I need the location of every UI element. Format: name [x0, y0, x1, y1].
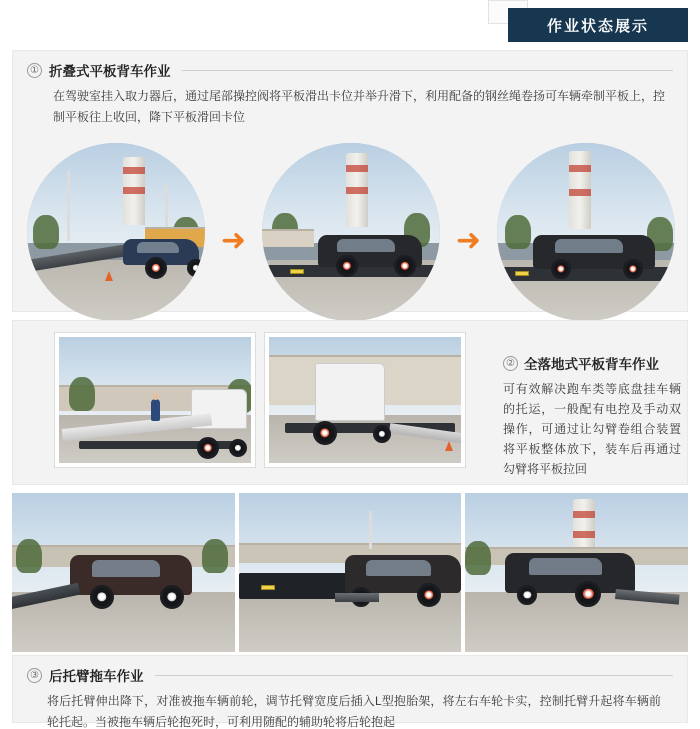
section-1-photo-strip [13, 169, 689, 313]
chimney-tower [123, 157, 145, 225]
car-window [555, 239, 623, 253]
section-3-photo-strip [12, 493, 688, 652]
wheel [187, 259, 205, 277]
tree [505, 215, 531, 249]
tree [16, 539, 42, 573]
car-window [337, 239, 395, 252]
section-3-body: 将后托臂伸出降下，对准被拖车辆前轮，调节托臂宽度后插入L型抱胎架，将左右车轮卡实，控制托臂升起将车辆前轮托起。当被拖车辆后轮抱死时，可利用随配的辅助轮将后轮抱起 [47, 694, 661, 729]
section-2-photo-group [55, 333, 465, 467]
tree [202, 539, 228, 573]
section-full-landing-flatbed [12, 320, 688, 485]
photo-flatbed-car-partially-loaded [262, 143, 440, 321]
car-window [529, 558, 602, 575]
rear-tow-arm [335, 593, 379, 602]
section-1-number: ① [27, 63, 42, 78]
chimney-tower [346, 153, 368, 227]
photo-flatbed-ramp-down-loading-car [27, 143, 205, 321]
photo-full-landing-flatbed-front-view [265, 333, 465, 467]
license-plate [515, 271, 529, 276]
section-rear-arm-towing [12, 655, 688, 729]
section-2-title: 全落地式平板背车作业 [524, 357, 659, 372]
wheel [229, 439, 247, 457]
tow-truck-rear [239, 573, 349, 599]
car-window [366, 560, 431, 576]
wheel [417, 583, 441, 607]
photo-rear-arm-tow-engaged [239, 493, 462, 652]
section-1-body: 在驾驶室挂入取力器后，通过尾部操控阀将平板滑出卡位并举升滑下，利用配备的钢丝绳卷扬可车辆牵制平板上，控制平板往上收回，降下平板滑回卡位 [53, 89, 666, 124]
section-3-photo-group [12, 493, 688, 652]
wheel [160, 585, 184, 609]
car-window [137, 242, 180, 253]
section-2-body: 可有效解决跑车类等底盘挂车辆的托运，一般配有电控及手动双操作，可通过让勾臂卷组合装置将平板整体放下，装车后再通过勾臂将平板拉回 [503, 382, 681, 476]
photo-rear-arm-tow-lifted [465, 493, 688, 652]
wheel [197, 437, 219, 459]
truck-cab-front [315, 363, 385, 421]
traffic-cone [445, 441, 453, 451]
page-header [0, 0, 700, 46]
photo-rear-arm-tow-lowered [12, 493, 235, 652]
wheel [394, 255, 416, 277]
license-plate [290, 269, 304, 274]
tree [465, 541, 491, 575]
section-2-heading [503, 353, 681, 373]
wheel [90, 585, 114, 609]
section-3-heading [13, 656, 687, 685]
section-3-divider [155, 675, 674, 676]
section-3-title: 后托臂拖车作业 [49, 669, 144, 684]
wheel [313, 421, 337, 445]
light-pole [67, 171, 70, 241]
section-2-text-block [503, 353, 681, 479]
wheel [336, 255, 358, 277]
wheel [373, 425, 391, 443]
tree [69, 377, 95, 411]
section-1-divider [182, 70, 674, 71]
operator-person [151, 399, 160, 421]
wheel [551, 259, 571, 279]
photo-full-landing-flatbed-side-view [55, 333, 255, 467]
tree [33, 215, 59, 249]
wheel [145, 257, 167, 279]
background-building [262, 229, 314, 247]
section-1-title: 折叠式平板背车作业 [49, 64, 171, 79]
wheel [623, 259, 643, 279]
arrow-right-icon-2: ➜ [455, 223, 482, 258]
traffic-cone [105, 271, 113, 281]
car-window [92, 560, 160, 577]
page-title: 作业状态展示 [508, 8, 688, 42]
arrow-right-icon-1: ➜ [220, 223, 247, 258]
license-plate [261, 585, 275, 590]
section-folding-flatbed [12, 50, 688, 312]
light-pole [369, 511, 372, 549]
chimney-tower [569, 151, 591, 229]
photo-flatbed-car-fully-loaded [497, 143, 675, 321]
section-3-number: ③ [27, 668, 42, 683]
section-1-heading [13, 51, 687, 80]
section-2-number: ② [503, 356, 518, 371]
